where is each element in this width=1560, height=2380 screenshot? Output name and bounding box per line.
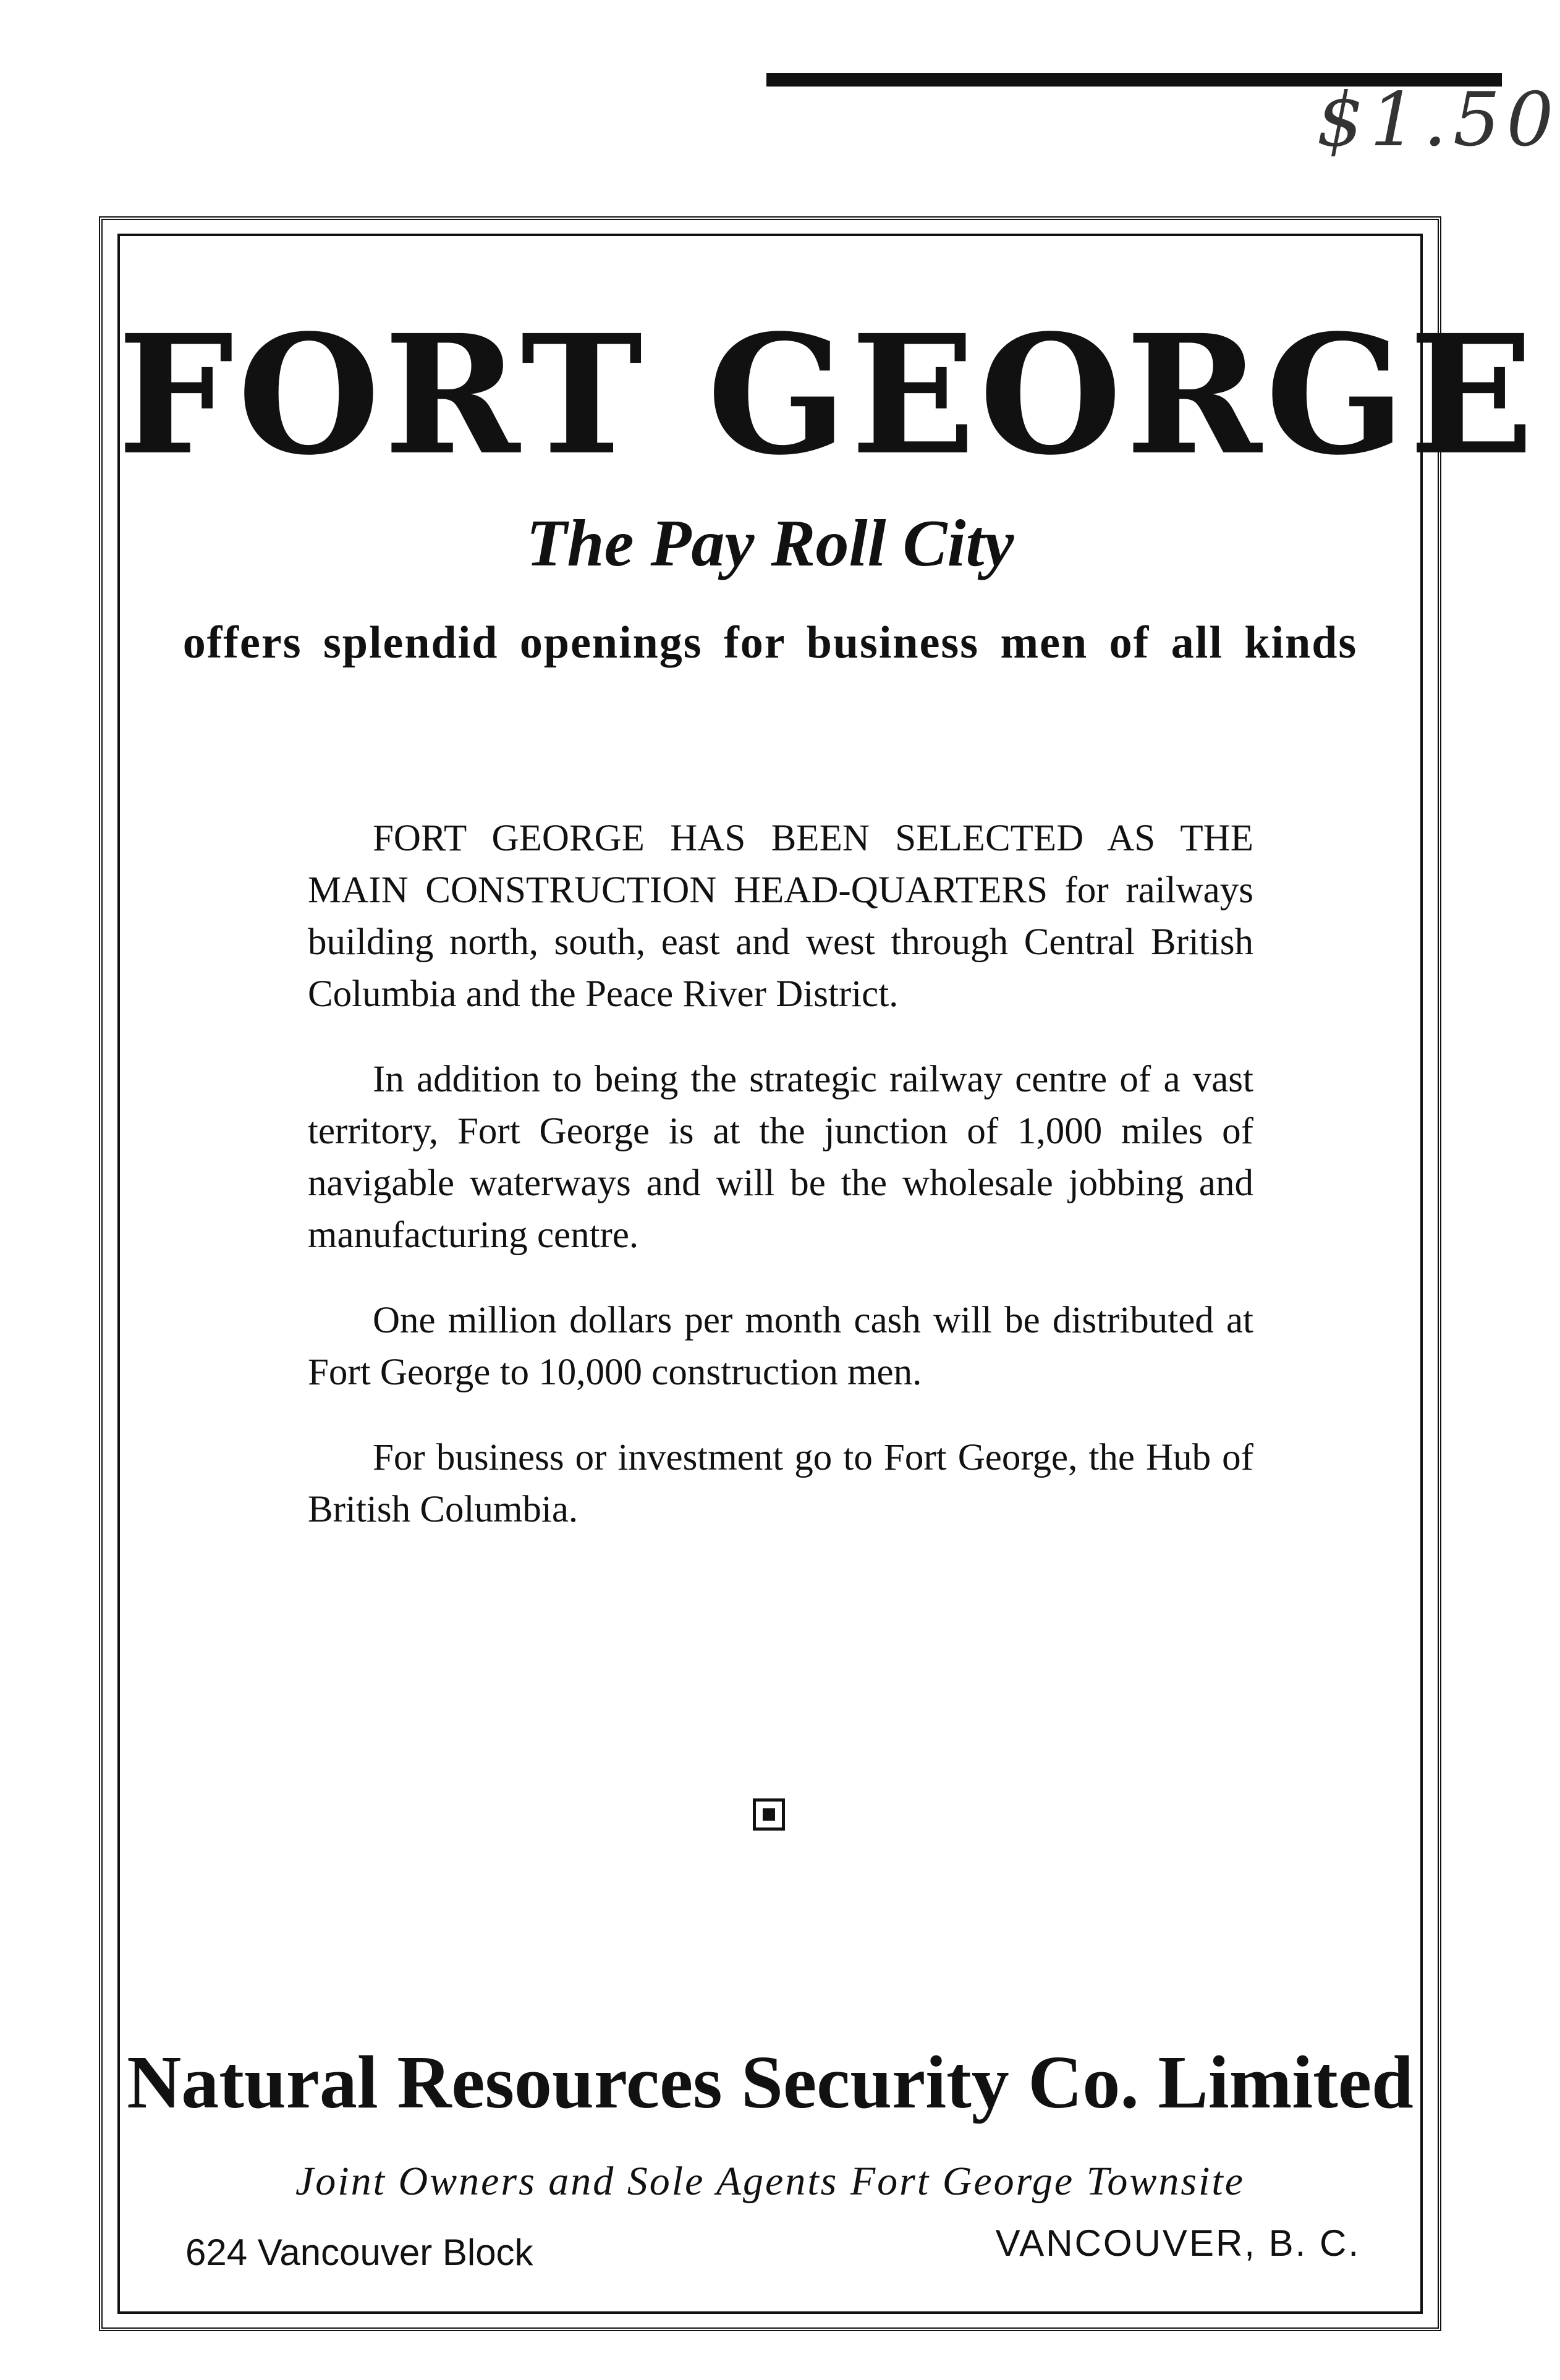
company-city: VANCOUVER, B. C. <box>995 2222 1360 2264</box>
body-paragraph-1: FORT GEORGE HAS BEEN SELECTED AS THE MAIN CONSTRUCTION HEAD-QUARTERS for railways building north, south, east and west through Central British Columbia and the Peace River District. <box>308 818 1253 1015</box>
square-ornament-icon <box>753 1798 785 1831</box>
body-paragraph-2: In addition to being the strategic railway centre of a vast territory, Fort George is at the junction of 1,000 miles of navigable waterways and will be the wholesale jobbing and manufacturing centre. <box>308 1059 1253 1256</box>
company-name: Natural Resources Security Co. Limited <box>127 2041 1414 2124</box>
body-paragraph-3: One million dollars per month cash will be distributed at Fort George to 10,000 construction men. <box>308 1300 1253 1393</box>
ad-subtitle: The Pay Roll City <box>526 507 1014 580</box>
ad-body <box>308 813 1253 1569</box>
handwritten-price-note: $1.50 <box>1316 77 1560 163</box>
ad-title: FORT GEORGE <box>117 299 1538 491</box>
company-subtitle: Joint Owners and Sole Agents Fort George Townsite <box>295 2159 1245 2204</box>
ad-tagline: offers splendid openings for business men of all kinds <box>182 617 1358 668</box>
body-paragraph-4: For business or investment go to Fort George, the Hub of British Columbia. <box>308 1437 1253 1530</box>
company-address: 624 Vancouver Block <box>185 2232 533 2273</box>
